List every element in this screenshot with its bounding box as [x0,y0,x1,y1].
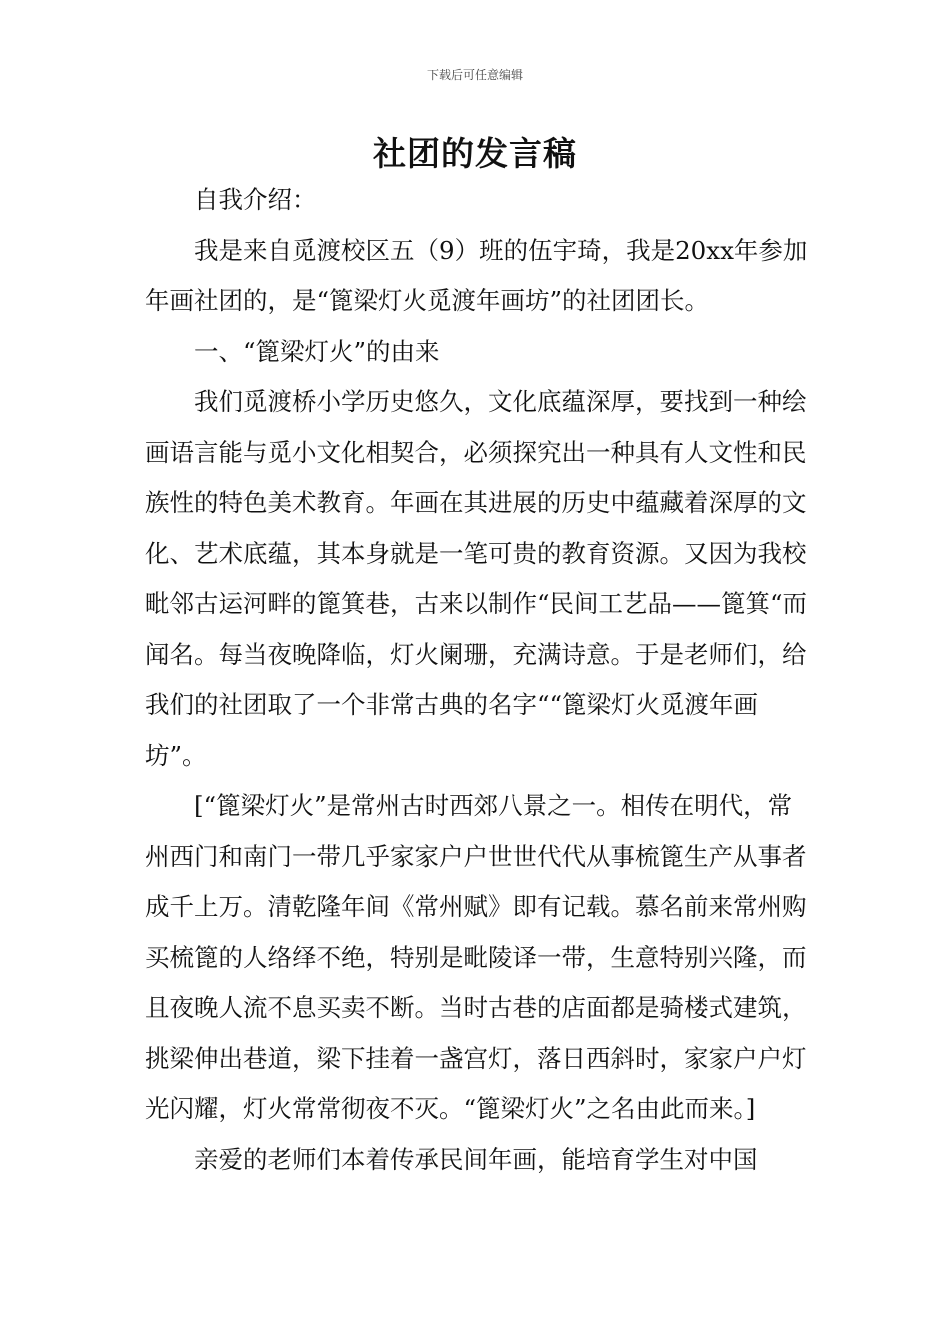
paragraph-origin: 我们觅渡桥小学历史悠久，文化底蕴深厚，要找到一种绘画语言能与觅小文化相契合，必须探究出一种具有人文性和民族性的特色美术教育。年画在其进展的历史中蕴藏着深厚的文化、艺术底蕴，其本身就是一笔可贵的教育资源。又因为我校毗邻古运河畔的篦箕巷，古来以制作“民间工艺品——篦箕“而闻名。每当夜晚降临，灯火阑珊，充满诗意。于是老师们，给我们的社团取了一个非常古典的名字““篦梁灯火觅渡年画坊”。 [145,387,808,770]
section-heading-origin: 一、“篦梁灯火”的由来 [194,336,440,366]
document-body [145,175,810,1185]
paragraph-self-intro-heading: 自我介绍： [194,185,317,214]
page-header-note: 下载后可任意编辑 [426,68,523,82]
document-title: 社团的发言稿 [373,134,577,173]
paragraph-history-note: [“篦梁灯火”是常州古时西郊八景之一。相传在明代，常州西门和南门一带几乎家家户户世世代代从事梳篦生产从事者成千上万。清乾隆年间《常州赋》即有记载。慕名前来常州购买梳篦的人络绎不绝，特别是毗陵译一带，生意特别兴隆，而且夜晚人流不息买卖不断。当时古巷的店面都是骑楼式建筑，挑梁伸出巷道，梁下挂着一盏宫灯，落日西斜时，家家户户灯光闪耀，灯火常常彻夜不灭。“篦梁灯火”之名由此而来。] [145,791,807,1123]
paragraph-teachers: 亲爱的老师们本着传承民间年画，能培育学生对中国 [194,1144,758,1174]
paragraph-self-intro: 我是来自觅渡校区五（9）班的伍宇琦，我是20xx年参加年画社团的，是“篦梁灯火觅渡年画坊”的社团团长。 [145,235,808,315]
